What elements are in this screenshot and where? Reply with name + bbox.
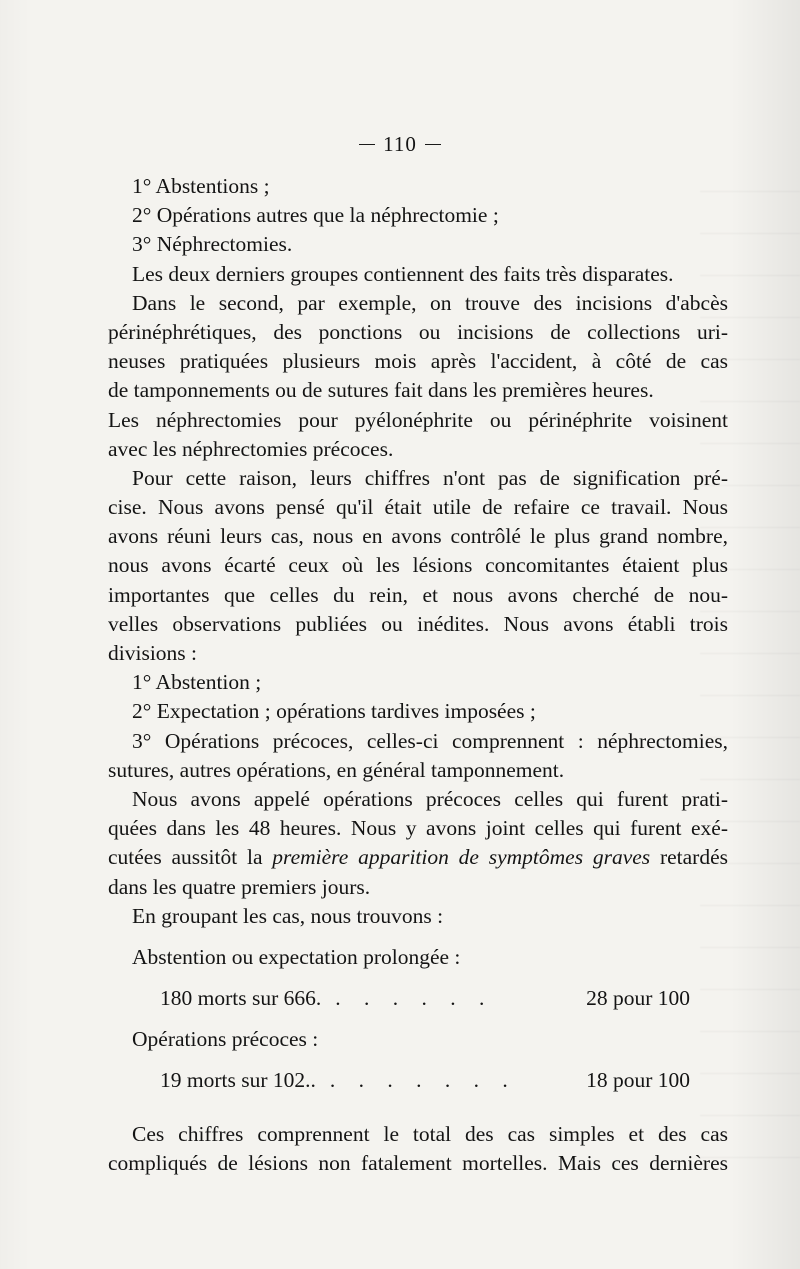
paragraph-line: Pour cette raison, leurs chiffres n'ont pas de signification pré- xyxy=(132,465,728,490)
list-item: 1° Abstentions ; xyxy=(132,174,270,198)
paragraph-line: Les deux derniers groupes contiennent des faits très disparates. xyxy=(132,261,674,286)
paragraph-line: dans les quatre premiers jours. xyxy=(108,874,371,899)
list-item: 3° Opérations précoces, celles-ci comprennent : néphrectomies, xyxy=(132,728,728,753)
page-number xyxy=(0,132,800,157)
list-item: 1° Abstention ; xyxy=(132,670,262,695)
body-text xyxy=(108,172,728,1178)
stats-count: 180 morts sur 666. xyxy=(160,986,322,1011)
list-item: 3° Néphrectomies. xyxy=(132,232,293,257)
paragraph-line: nous avons écarté ceux où les lésions concomitantes étaient plus xyxy=(108,553,728,578)
paragraph-line: de tamponnements ou de sutures fait dans les premières heures. xyxy=(108,378,654,403)
list-item: 2° Expectation ; opérations tardives imposées ; xyxy=(132,699,536,724)
folio-dash-right xyxy=(425,144,441,146)
stats-group-label: Abstention ou expectation prolongée : xyxy=(132,944,461,969)
paragraph-line: Dans le second, par exemple, on trouve des incisions d'abcès xyxy=(132,290,728,315)
paragraph-line: sutures, autres opérations, en général tamponnement. xyxy=(108,757,565,782)
paragraph-line: Nous avons appelé opérations précoces celles qui furent prati- xyxy=(132,786,728,811)
stats-row xyxy=(108,1066,690,1095)
paragraph-line: avec les néphrectomies précoces. xyxy=(108,436,394,461)
paragraph-line: quées dans les 48 heures. Nous y avons joint celles qui furent exé- xyxy=(108,816,728,841)
italic-phrase: première apparition de symptômes graves xyxy=(272,845,651,870)
leader-dots: . . . . . . . xyxy=(329,1068,517,1093)
paragraph-line: neuses pratiquées plusieurs mois après l'accident, à côté de cas xyxy=(108,349,728,374)
paragraph-line: En groupant les cas, nous trouvons : xyxy=(132,903,444,928)
stats-group-label: Opérations précoces : xyxy=(132,1027,319,1052)
list-item: 2° Opérations autres que la néphrectomie ; xyxy=(132,203,499,228)
stats-row xyxy=(108,984,690,1013)
paragraph-line: avons réuni leurs cas, nous en avons contrôlé le plus grand nombre, xyxy=(108,524,728,549)
paragraph-line: cise. Nous avons pensé qu'il était utile de refaire ce travail. Nous xyxy=(108,495,728,520)
page-number-value: 110 xyxy=(383,132,417,156)
stats-count: 19 morts sur 102.. xyxy=(160,1068,316,1093)
paragraph-line: divisions : xyxy=(108,641,198,665)
folio-dash-left xyxy=(359,144,375,146)
paragraph-line: Ces chiffres comprennent le total des cas simples et des cas xyxy=(132,1121,728,1146)
leader-dots: . . . . . . xyxy=(335,986,494,1011)
paragraph-line: velles observations publiées ou inédites. Nous avons établi trois xyxy=(108,611,728,636)
text-run: retardés xyxy=(650,845,728,870)
stats-rate: 28 pour 100 xyxy=(586,986,690,1011)
paragraph-line: périnéphrétiques, des ponctions ou incisions de collections uri- xyxy=(108,319,728,344)
paragraph-line: Les néphrectomies pour pyélonéphrite ou périnéphrite voisinent xyxy=(108,407,728,432)
stats-rate: 18 pour 100 xyxy=(586,1068,690,1093)
paragraph-line-italic xyxy=(108,843,728,872)
paragraph-line: compliqués de lésions non fatalement mortelles. Mais ces dernières xyxy=(108,1150,728,1175)
text-run: cutées aussitôt la xyxy=(108,845,273,870)
paragraph-line: importantes que celles du rein, et nous avons cherché de nou- xyxy=(108,582,728,607)
